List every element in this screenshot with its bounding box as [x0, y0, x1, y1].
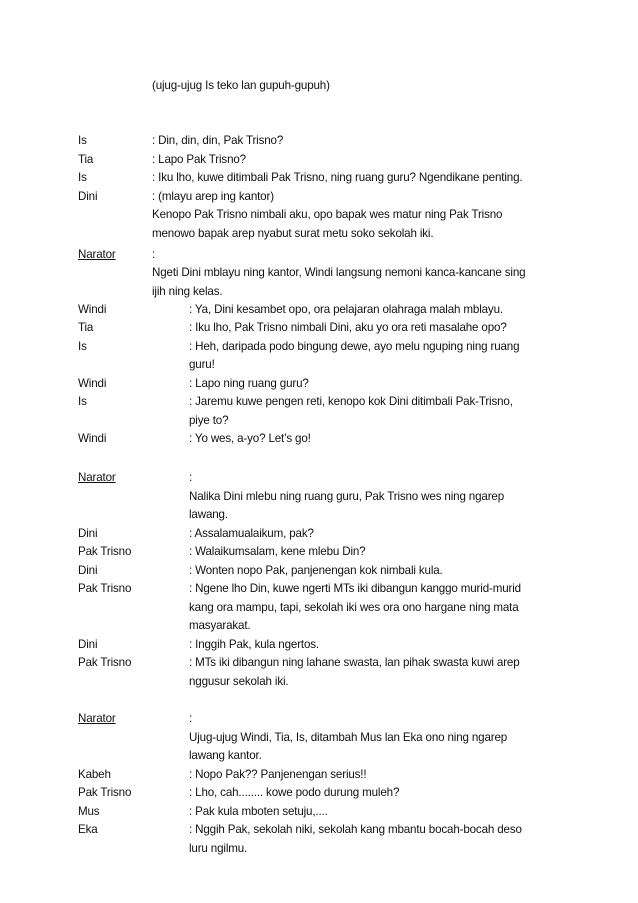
speaker-dini: Dini [78, 527, 98, 540]
dialogue-continuation: kang ora mampu, tapi, sekolah iki wes ora ono hargane ning mata [189, 601, 519, 614]
speaker-windi: Windi [78, 432, 107, 445]
dialogue-line: : Din, din, din, Pak Trisno? [152, 134, 284, 147]
dialogue-line: : Ngene lho Din, kuwe ngerti MTs iki dibangun kanggo murid-murid [189, 582, 521, 595]
speaker-is: Is [78, 134, 87, 147]
narration: ijih ning kelas. [152, 285, 223, 298]
speaker-pak-trisno: Pak Trisno [78, 545, 132, 558]
dialogue-line: : Lapo ning ruang guru? [189, 377, 309, 390]
dialogue-continuation: masyarakat. [189, 619, 251, 632]
dialogue-continuation: Kenopo Pak Trisno nimbali aku, opo bapak wes matur ning Pak Trisno [152, 208, 503, 221]
speaker-pak-trisno: Pak Trisno [78, 656, 132, 669]
dialogue-line: : Iku lho, Pak Trisno nimbali Dini, aku yo ora reti masalahe opo? [189, 321, 507, 334]
speaker-narator: Narator [78, 248, 116, 261]
speaker-windi: Windi [78, 377, 107, 390]
dialogue-continuation: luru ngilmu. [189, 842, 248, 855]
speaker-is: Is [78, 171, 87, 184]
speaker-is: Is [78, 395, 87, 408]
dialogue-line: : Nggih Pak, sekolah niki, sekolah kang mbantu bocah-bocah deso [189, 823, 522, 836]
dialogue-line: : Jaremu kuwe pengen reti, kenopo kok Dini ditimbali Pak-Trisno, [189, 395, 513, 408]
dialogue-line: : Pak kula mboten setuju,.... [189, 805, 328, 818]
narration: Ujug-ujug Windi, Tia, Is, ditambah Mus lan Eka ono ning ngarep [189, 731, 508, 744]
dialogue-continuation: guru! [189, 358, 215, 371]
speaker-eka: Eka [78, 823, 98, 836]
speaker-kabeh: Kabeh [78, 768, 111, 781]
dialogue-line: : Inggih Pak, kula ngertos. [189, 638, 320, 651]
speaker-tia: Tia [78, 321, 94, 334]
speaker-dini: Dini [78, 638, 98, 651]
stage-direction: (ujug-ujug Is teko lan gupuh-gupuh) [152, 79, 330, 92]
dialogue-line: : [189, 471, 193, 484]
dialogue-line: : (mlayu arep ing kantor) [152, 190, 274, 203]
dialogue-line: : Ya, Dini kesambet opo, ora pelajaran olahraga malah mblayu. [189, 303, 503, 316]
dialogue-line: : Iku lho, kuwe ditimbali Pak Trisno, ning ruang guru? Ngendikane penting. [152, 171, 523, 184]
dialogue-line: : Walaikumsalam, kene mlebu Din? [189, 545, 366, 558]
narration: Nalika Dini mlebu ning ruang guru, Pak Trisno wes ning ngarep [189, 490, 505, 503]
speaker-mus: Mus [78, 805, 100, 818]
speaker-narator: Narator [78, 712, 116, 725]
dialogue-line: : Heh, daripada podo bingung dewe, ayo melu nguping ning ruang [189, 340, 520, 353]
speaker-dini: Dini [78, 564, 98, 577]
speaker-windi: Windi [78, 303, 107, 316]
dialogue-line: : Wonten nopo Pak, panjenengan kok nimbali kula. [189, 564, 443, 577]
speaker-narator: Narator [78, 471, 116, 484]
dialogue-line: : Lapo Pak Trisno? [152, 153, 246, 166]
dialogue-line: : MTs iki dibangun ning lahane swasta, lan pihak swasta kuwi arep [189, 656, 520, 669]
speaker-dini: Dini [78, 190, 98, 203]
dialogue-continuation: nggusur sekolah iki. [189, 675, 289, 688]
dialogue-line: : [152, 248, 156, 261]
dialogue-continuation: menowo bapak arep nyabut surat metu soko sekolah iki. [152, 227, 434, 240]
narration: Ngeti Dini mblayu ning kantor, Windi langsung nemoni kanca-kancane sing [152, 266, 526, 279]
dialogue-line: : Assalamualaikum, pak? [189, 527, 314, 540]
dialogue-line: : [189, 712, 193, 725]
dialogue-line: : Nopo Pak?? Panjenengan serius!! [189, 768, 367, 781]
narration: lawang kantor. [189, 749, 262, 762]
dialogue-line: : Lho, cah........ kowe podo durung muleh? [189, 786, 400, 799]
narration: lawang. [189, 508, 228, 521]
dialogue-line: : Yo wes, a-yo? Let’s go! [189, 432, 311, 445]
speaker-tia: Tia [78, 153, 94, 166]
speaker-pak-trisno: Pak Trisno [78, 786, 132, 799]
speaker-pak-trisno: Pak Trisno [78, 582, 132, 595]
speaker-is: Is [78, 340, 87, 353]
dialogue-continuation: piye to? [189, 414, 229, 427]
